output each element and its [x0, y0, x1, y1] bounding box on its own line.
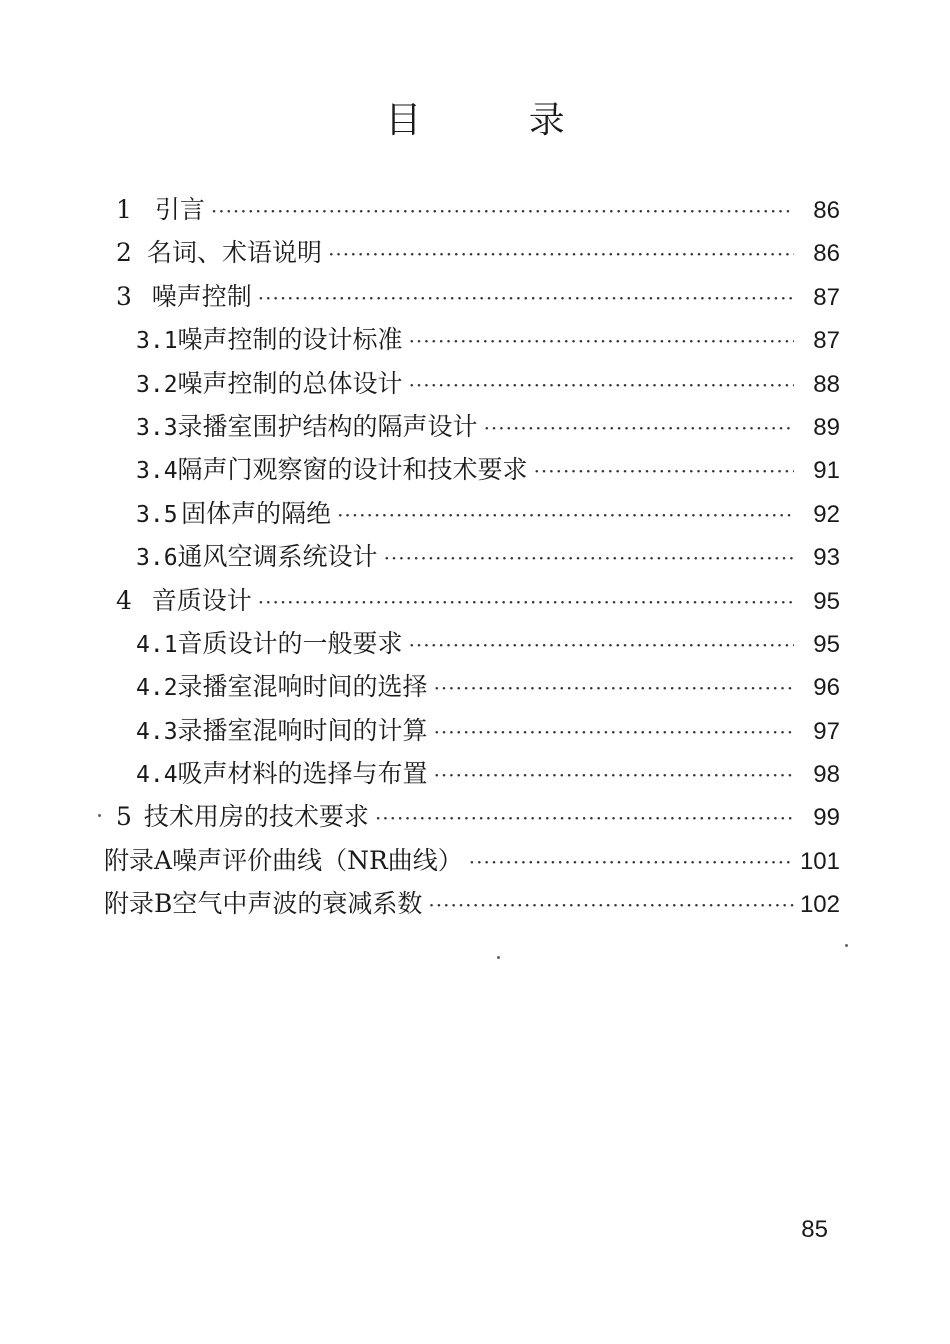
toc-entry-page: 99 [813, 804, 840, 832]
toc-entry-title: 引言 [154, 195, 205, 224]
toc-entry-title: 技术用房的技术要求 [143, 802, 369, 832]
toc-entry [100, 535, 840, 578]
toc-entry [100, 882, 840, 925]
toc-entry-number: 4.2 [136, 675, 178, 702]
toc-entry [100, 795, 840, 838]
toc-entry-page: 91 [813, 457, 840, 485]
toc-entry [100, 405, 840, 448]
toc-entry-number: 3.2 [136, 371, 178, 398]
dot-leader [384, 537, 794, 580]
toc-entry-number: 1 [116, 195, 132, 224]
dot-leader [409, 624, 794, 667]
toc-entry-title: 噪声控制 [151, 281, 252, 311]
toc-entry-page: 93 [813, 544, 840, 572]
dot-leader [434, 754, 794, 797]
toc-entry [100, 709, 840, 752]
toc-entry [100, 752, 840, 795]
page-number-footer: 85 [801, 1216, 828, 1243]
toc-entry [100, 318, 840, 361]
toc-entry-number: 附录B [104, 889, 173, 919]
dot-leader [211, 190, 794, 233]
toc-entry-title: 固体声的隔绝 [181, 498, 332, 528]
toc-entry-title: 通风空调系统设计 [177, 542, 378, 572]
toc-entry-title: 音质设计 [151, 585, 252, 615]
toc-entry-number: 2 [116, 238, 132, 268]
toc-entry-title: 录播室混响时间的计算 [177, 715, 428, 745]
toc-entry-number: 3 [116, 281, 132, 311]
toc-entry-title: 名词、术语说明 [147, 238, 323, 268]
dot-leader [469, 841, 794, 884]
toc-entry-title: 音质设计的一般要求 [177, 628, 403, 658]
dot-leader [434, 711, 794, 754]
toc-entry-number: 3.5 [136, 501, 178, 528]
toc-entry-page: 86 [813, 197, 840, 224]
toc-entry-number: 3.6 [136, 545, 178, 572]
dot-leader [409, 364, 794, 407]
dot-leader [328, 233, 794, 276]
toc-entry-number: 4 [116, 585, 132, 615]
toc-entry [100, 275, 840, 318]
dot-leader [534, 450, 794, 493]
toc-entry-title: 噪声控制的设计标准 [177, 325, 403, 355]
toc-entry-title: 吸声材料的选择与布置 [177, 759, 428, 789]
toc-entry-page: 96 [813, 674, 840, 702]
toc-entry [100, 665, 840, 708]
toc-entry-number: 4.3 [136, 718, 178, 745]
toc-entry-page: 87 [813, 283, 840, 311]
dot-leader [434, 667, 794, 710]
toc-entry-title: 隔声门观察窗的设计和技术要求 [177, 455, 528, 485]
toc-entry-title: 噪声控制的总体设计 [177, 368, 403, 398]
toc-entry-page: 98 [813, 761, 840, 789]
toc-entry [100, 839, 840, 882]
toc-entry-title: 噪声评价曲线（NR曲线） [172, 845, 463, 875]
toc-entry [100, 622, 840, 665]
toc-entry-number: 4.1 [136, 631, 178, 658]
toc-entry-title: 录播室围护结构的隔声设计 [177, 411, 478, 441]
scan-speck [98, 814, 101, 817]
toc-entry-page: 89 [813, 413, 840, 441]
toc-entry-title: 空气中声波的衰减系数 [172, 889, 423, 919]
toc-entry-page: 95 [813, 587, 840, 615]
toc-entry-title: 录播室混响时间的选择 [177, 672, 428, 702]
toc-entry [100, 231, 840, 274]
toc-entry-number: 3.4 [136, 458, 178, 485]
toc-entry-number: 5 [116, 802, 132, 832]
toc-entry [100, 188, 840, 231]
toc-entry-page: 97 [813, 717, 840, 745]
table-of-contents [100, 188, 840, 926]
dot-leader [409, 320, 794, 363]
toc-entry [100, 492, 840, 535]
toc-entry-page: 101 [799, 847, 840, 875]
scan-speck [497, 956, 500, 959]
dot-leader [428, 884, 794, 927]
toc-entry [100, 579, 840, 622]
toc-entry-page: 102 [799, 891, 840, 919]
page-title: 目 录 [385, 100, 613, 141]
dot-leader [375, 797, 794, 840]
toc-entry-number: 3.3 [136, 414, 178, 441]
dot-leader [337, 494, 794, 537]
scan-speck [845, 944, 848, 947]
toc-entry-page: 86 [813, 240, 840, 268]
toc-entry-page: 87 [813, 327, 840, 355]
toc-entry-number: 3.1 [136, 328, 178, 355]
toc-entry [100, 362, 840, 405]
toc-entry-number: 附录A [104, 845, 173, 875]
dot-leader [258, 277, 794, 320]
toc-entry-page: 95 [813, 630, 840, 658]
toc-entry [100, 448, 840, 491]
toc-entry-page: 88 [813, 370, 840, 398]
toc-entry-page: 92 [813, 500, 840, 528]
toc-entry-number: 4.4 [136, 762, 178, 789]
dot-leader [258, 581, 794, 624]
dot-leader [484, 407, 794, 450]
